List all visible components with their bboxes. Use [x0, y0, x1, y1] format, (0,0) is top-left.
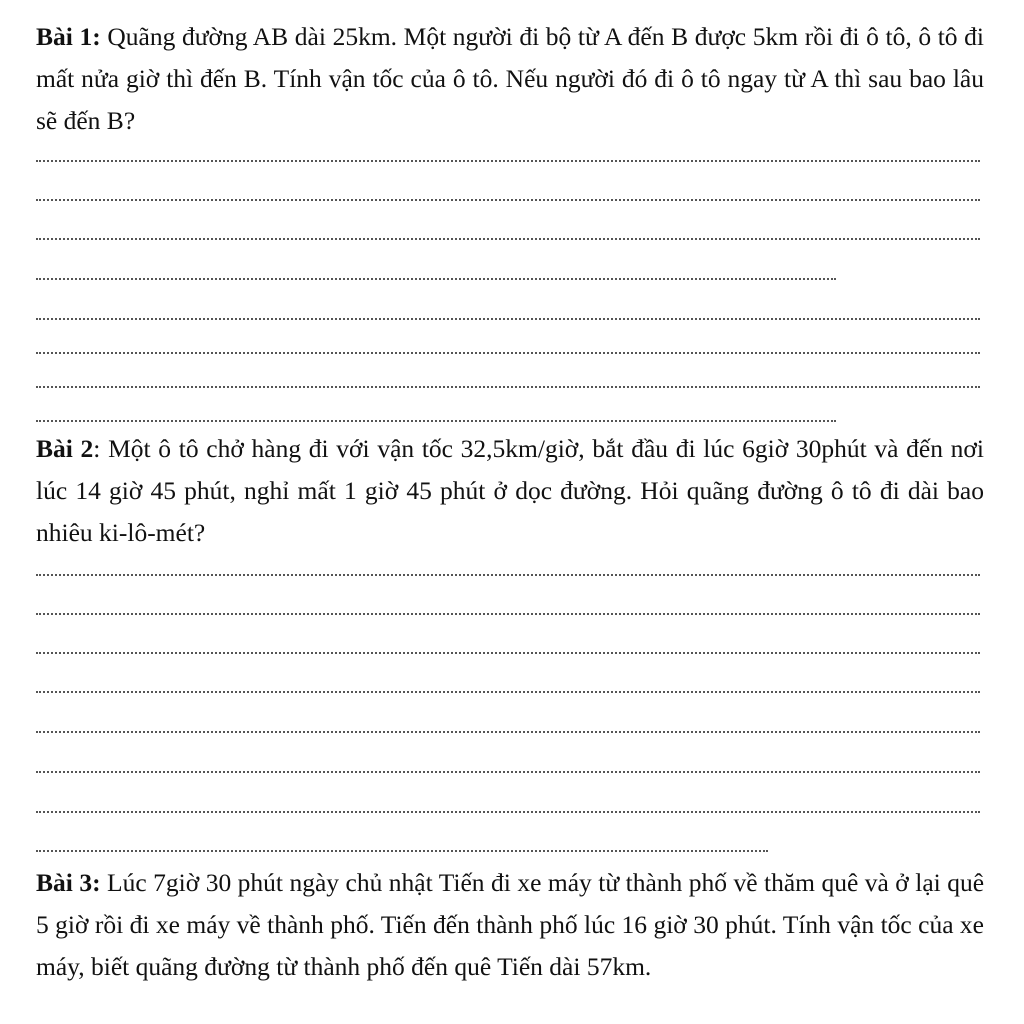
- problem-2-text: : Một ô tô chở hàng đi với vận tốc 32,5km/giờ, bắt đầu đi lúc 6giờ 30phút và đến nơi lúc 14 giờ 45 phút, nghỉ mất 1 giờ 45 phút ở dọc đường. Hỏi quãng đường ô tô đi dài bao nhiêu ki-lô-mét?: [36, 434, 985, 547]
- answer-line: [36, 574, 980, 576]
- problem-1: [36, 16, 984, 142]
- answer-line: [36, 811, 980, 813]
- answer-line: [36, 420, 836, 422]
- answer-line: [36, 652, 980, 654]
- answer-line: [36, 278, 836, 280]
- problem-2-title: Bài 2: [36, 434, 94, 463]
- answer-line: [36, 613, 980, 615]
- answer-line: [36, 731, 980, 733]
- answer-line: [36, 318, 980, 320]
- answer-line: [36, 850, 768, 852]
- problem-3: [36, 862, 984, 988]
- problem-3-title: Bài 3:: [36, 868, 101, 897]
- answer-line: [36, 691, 980, 693]
- answer-line: [36, 771, 980, 773]
- answer-line: [36, 352, 980, 354]
- answer-line: [36, 238, 980, 240]
- problem-2: [36, 428, 984, 554]
- answer-line: [36, 386, 980, 388]
- problem-1-title: Bài 1:: [36, 22, 101, 51]
- answer-line: [36, 199, 980, 201]
- problem-1-text: Quãng đường AB dài 25km. Một người đi bộ từ A đến B được 5km rồi đi ô tô, ô tô đi mất nửa giờ thì đến B. Tính vận tốc của ô tô. Nếu người đó đi ô tô ngay từ A thì sau bao lâu sẽ đến B?: [36, 22, 985, 135]
- answer-line: [36, 160, 980, 162]
- problem-3-text: Lúc 7giờ 30 phút ngày chủ nhật Tiến đi xe máy từ thành phố về thăm quê và ở lại quê 5 giờ rồi đi xe máy về thành phố. Tiến đến thành phố lúc 16 giờ 30 phút. Tính vận tốc của xe máy, biết quãng đường từ thành phố đến quê Tiến dài 57km.: [36, 868, 985, 981]
